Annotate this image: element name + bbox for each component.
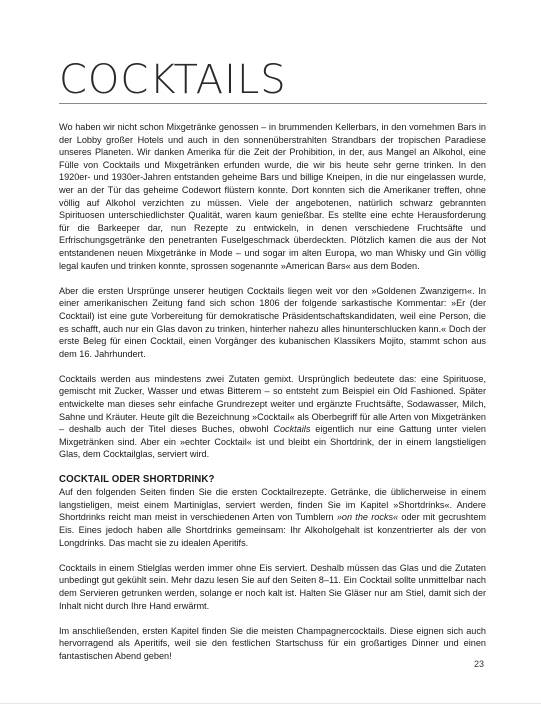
paragraph-definition: [59, 373, 486, 461]
paragraph-shortdrinks-emphasis: »on the rocks«: [336, 512, 399, 523]
paragraph-serving: Cocktails in einem Stielglas werden immer ohne Eis serviert. Deshalb müssen das Glas und die Zutaten unbedingt gut gekühlt sein. Mehr dazu lesen Sie auf den Seiten 8–11. Ein Cocktail sollte unmittelbar nach dem Servieren getrunken werden, solange er noch kalt ist. Halten Sie Gläser nur am Stiel, damit sich der Inhalt nicht durch Ihre Hand erwärmt.: [59, 562, 486, 611]
paragraph-next-chapter: Im anschließenden, ersten Kapitel finden Sie die meisten Champagnercocktails. Diese eignen sich auch hervorragend als Aperitifs, weil sie den festlichen Startschuss für ein großartiges Dinner und einen fantastischen Abend geben!: [59, 625, 486, 661]
paragraph-shortdrinks-part-1: Auf den folgenden Seiten finden Sie die ersten Cocktailrezepte. Getränke, die üblicherweise in einem langstieligen, meist einem Martiniglas, serviert werden, finden Sie im Kapitel »Shortdrinks«. Andere Shortdrinks reicht man meist in verschiedenen Arten von Tumblern: [59, 487, 486, 523]
body-text: [59, 121, 486, 675]
paragraph-prohibition: Wo haben wir nicht schon Mixgetränke genossen – in brummenden Kellerbars, in den vornehmen Bars in der Lobby großer Hotels und auch in den sonnenüberstrahlten Strandbars der tropischen Paradiese unseres Planeten. Wir danken Amerika für die Zeit der Prohibition, in der, aus Mangel an Alkohol, eine Fülle von Cocktails und Mixgetränken erfunden wurde, die wir bis heute sehr gerne trinken. In den 1920er- und 1930er-Jahren entstanden geheime Bars und billige Kneipen, in die nur eingelassen wurde, wer an der Tür das geheime Codewort flüstern konnte. Dort konnten sich die Amerikaner treffen, ohne völlig auf Alkohol verzichten zu müssen. Viele der angebotenen, natürlich schwarz gebrannten Spirituosen unterschiedlichster Qualität, waren kaum genießbar. Es stellte eine echte Herausforderung für die Barkeeper dar, nun Rezepte zu entwickeln, in denen verschiedene Fruchtsäfte und Erfrischungsgetränke den penetranten Fuselgeschmack überdeckten. Plötzlich kamen die aus der Not entstandenen neuen Mixgetränke in Mode – und sogar im alten Europa, wo man Whisky und Gin völlig legal kaufen und trinken konnte, sprossen sogenannte »American Bars« aus dem Boden.: [59, 122, 486, 271]
page-number: 23: [474, 659, 485, 669]
title-divider: [59, 103, 487, 104]
paragraph-origins: Aber die ersten Ursprünge unserer heutigen Cocktails liegen weit vor den »Goldenen Zwanzigern«. In einer amerikanischen Zeitung fand sich schon 1806 der folgende sarkastische Kommentar: »Er (der Cocktail) ist eine gute Vorbereitung für demokratische Präsidentschaftskandidaten, weil eine Person, die es schafft, auch nur ein Glas davon zu trinken, hinterher nahezu alles hinunterschlucken kann.« Doch der erste Beleg für einen Cocktail, einen Vorgänger des kubanischen Klassikers Mojito, stammt schon aus dem 16. Jahrhundert.: [59, 285, 486, 359]
page-bottom-edge: [0, 703, 541, 704]
paragraph-shortdrinks: [59, 486, 486, 549]
paragraph-definition-emphasis: Cocktails: [273, 424, 311, 435]
paragraph-definition-part-2: eigentlich nur eine Gattung unter vielen Mixgetränken sind. Aber ein »echter Cocktail« ist und bleibt ein Shortdrink, der in einem langstieligen Glas, dem Cocktailglas, serviert wird.: [59, 424, 486, 460]
page-title: COCKTAILS: [59, 57, 287, 103]
section-heading: COCKTAIL ODER SHORTDRINK?: [59, 473, 215, 485]
paragraph-definition-part-1: Cocktails werden aus mindestens zwei Zutaten gemixt. Ursprünglich bedeutete das: eine Spirituose, gemischt mit Zucker, Wasser und etwas Bitterem – so entsteht zum Beispiel ein Old Fashioned. Später entwickelte man dieses sehr einfache Grundrezept weiter und ergänzte Fruchtsäfte, Sodawasser, Milch, Sahne und Kräuter. Heute gilt die Bezeichnung »Cocktail« als Oberbegriff für alle Arten von Mixgetränken – deshalb auch der Titel dieses Buches, obwohl: [59, 373, 486, 435]
paragraph-shortdrinks-part-2: oder mit gecrushtem Eis. Eines jedoch haben alle Shortdrinks gemeinsam: Ihr Alkoholgehalt ist konzentrierter als der von Longdrinks. Das macht sie zu idealen Aperitifs.: [59, 512, 486, 548]
